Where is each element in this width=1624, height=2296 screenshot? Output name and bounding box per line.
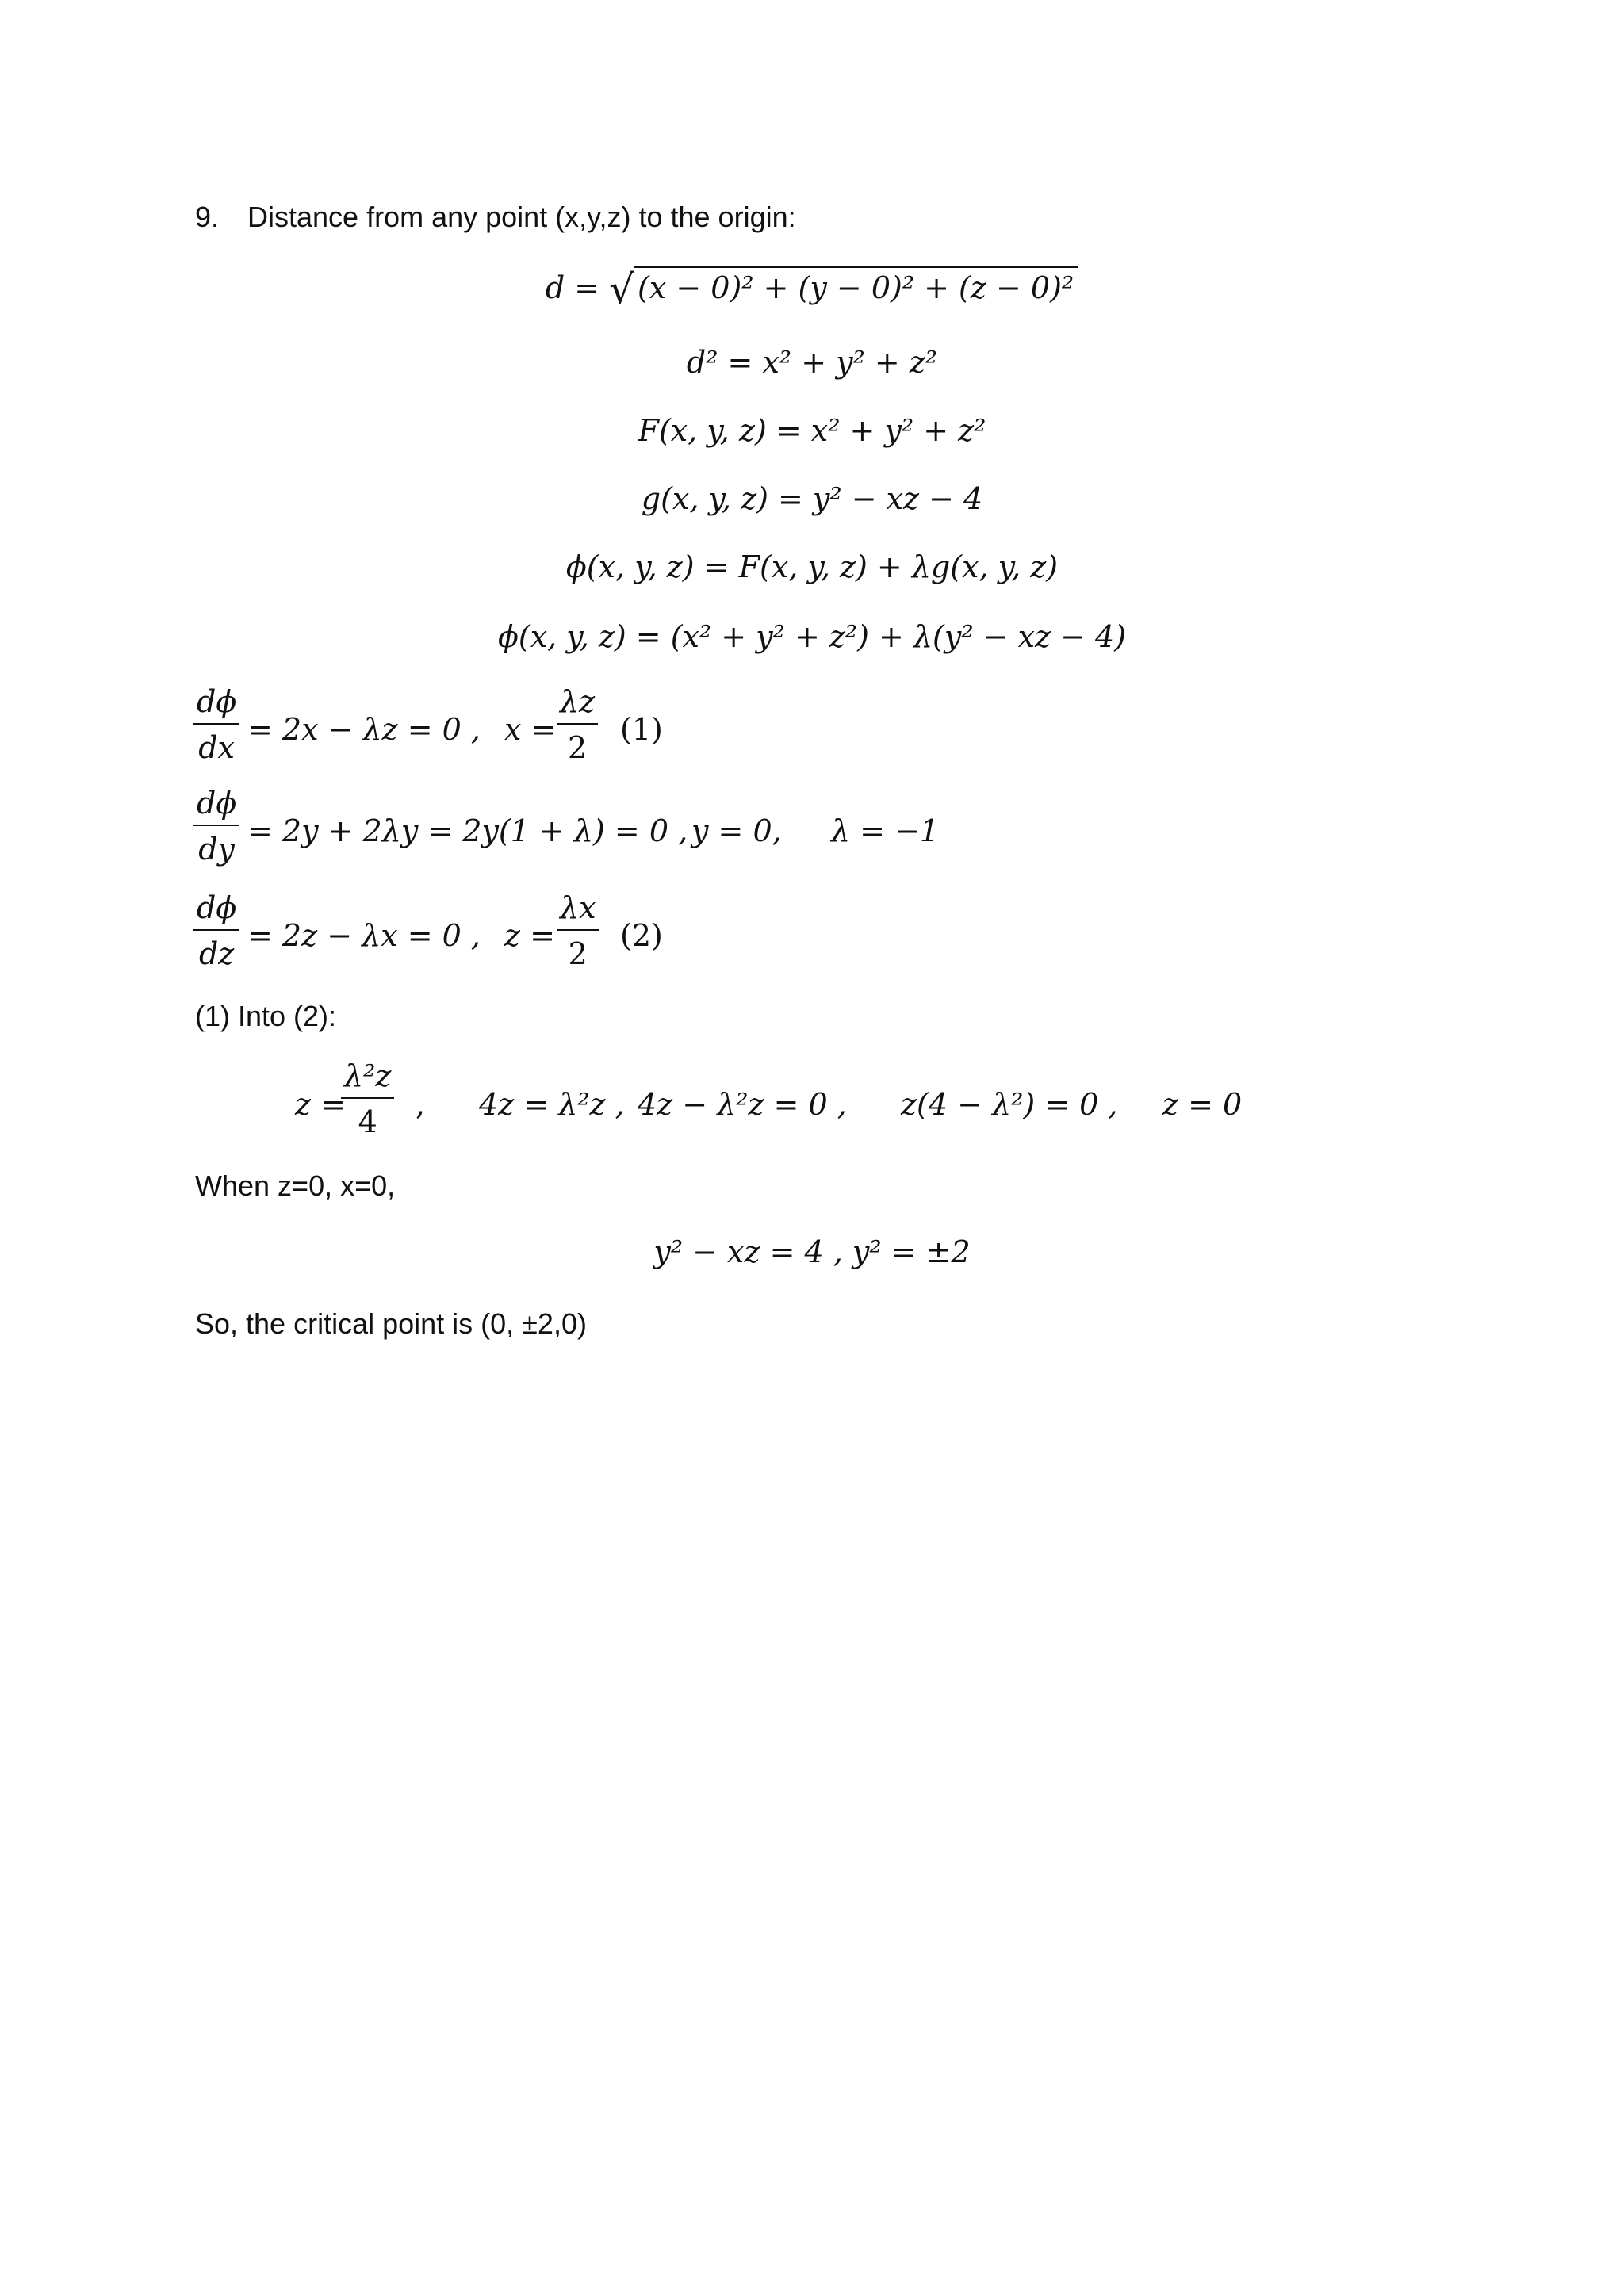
lagrangian-expanded: ϕ(x, y, z) = (x² + y² + z²) + λ(y² − xz − 4)	[497, 619, 1127, 654]
lagrangian-definition: ϕ(x, y, z) = F(x, y, z) + λg(x, y, z)	[565, 549, 1059, 584]
fraction-bar	[557, 929, 599, 931]
x-solution-lhs: x =	[504, 712, 557, 747]
z-solution-lhs: z =	[504, 918, 555, 953]
substitution-step-1: 4z = λ²z ,	[479, 1087, 625, 1122]
z-substitution-lhs: z =	[295, 1087, 346, 1122]
partial-dz-fraction	[193, 890, 239, 971]
partial-dx-denominator: dx	[198, 730, 235, 765]
equation-label-1: (1)	[620, 712, 663, 747]
problem-title: Distance from any point (x,y,z) to the origin:	[247, 201, 796, 233]
partial-dy-denominator: dy	[198, 832, 236, 867]
fraction-bar	[193, 825, 239, 826]
fraction-bar	[557, 723, 598, 725]
constraint-evaluation: y² − xz = 4 , y² = ±2	[653, 1234, 971, 1269]
when-statement: When z=0, x=0,	[195, 1169, 396, 1202]
critical-point-statement: So, the critical point is (0, ±2,0)	[195, 1307, 587, 1340]
partial-dy-numerator: dϕ	[197, 786, 237, 821]
lambda-solution: λ = −1	[831, 813, 940, 848]
partial-dx-expression: = 2x − λz = 0 ,	[247, 712, 481, 747]
distance-radicand: (x − 0)² + (y − 0)² + (z − 0)²	[634, 266, 1078, 303]
partial-dx-fraction	[193, 684, 239, 765]
square-root-icon: √	[609, 266, 635, 312]
z-substitution-fraction	[341, 1058, 394, 1139]
partial-dz-numerator: dϕ	[197, 890, 237, 925]
constraint-function: g(x, y, z) = y² − xz − 4	[641, 481, 983, 516]
distance-lhs: d =	[545, 270, 610, 305]
separator-comma: ,	[416, 1087, 426, 1122]
partial-dz-expression: = 2z − λx = 0 ,	[247, 918, 481, 953]
partial-dz-denominator: dz	[198, 936, 235, 971]
partial-dy-fraction	[193, 786, 239, 867]
substitution-heading: (1) Into (2):	[195, 1000, 337, 1032]
substitution-step-4: z = 0	[1162, 1087, 1243, 1122]
partial-dx-numerator: dϕ	[197, 684, 237, 719]
z-solution-fraction	[557, 890, 599, 971]
z-solution-numerator: λx	[560, 890, 596, 925]
fraction-bar	[341, 1097, 394, 1099]
equation-label-2: (2)	[620, 918, 663, 953]
distance-squared-equation: d² = x² + y² + z²	[686, 345, 938, 380]
x-solution-denominator: 2	[567, 730, 588, 765]
fraction-bar	[193, 723, 239, 725]
z-substitution-numerator: λ²z	[344, 1058, 392, 1093]
y-solution: y = 0,	[691, 813, 782, 848]
x-solution-numerator: λz	[560, 684, 596, 719]
distance-equation	[0, 266, 1624, 312]
objective-function: F(x, y, z) = x² + y² + z²	[638, 413, 986, 448]
problem-number: 9.	[195, 201, 220, 233]
substitution-step-2: 4z − λ²z = 0 ,	[638, 1087, 847, 1122]
substitution-step-3: z(4 − λ²) = 0 ,	[901, 1087, 1118, 1122]
x-solution-fraction	[557, 684, 598, 765]
z-solution-denominator: 2	[568, 936, 588, 971]
z-substitution-denominator: 4	[358, 1104, 377, 1139]
fraction-bar	[193, 929, 239, 931]
partial-dy-expression: = 2y + 2λy = 2y(1 + λ) = 0 ,	[247, 813, 688, 848]
